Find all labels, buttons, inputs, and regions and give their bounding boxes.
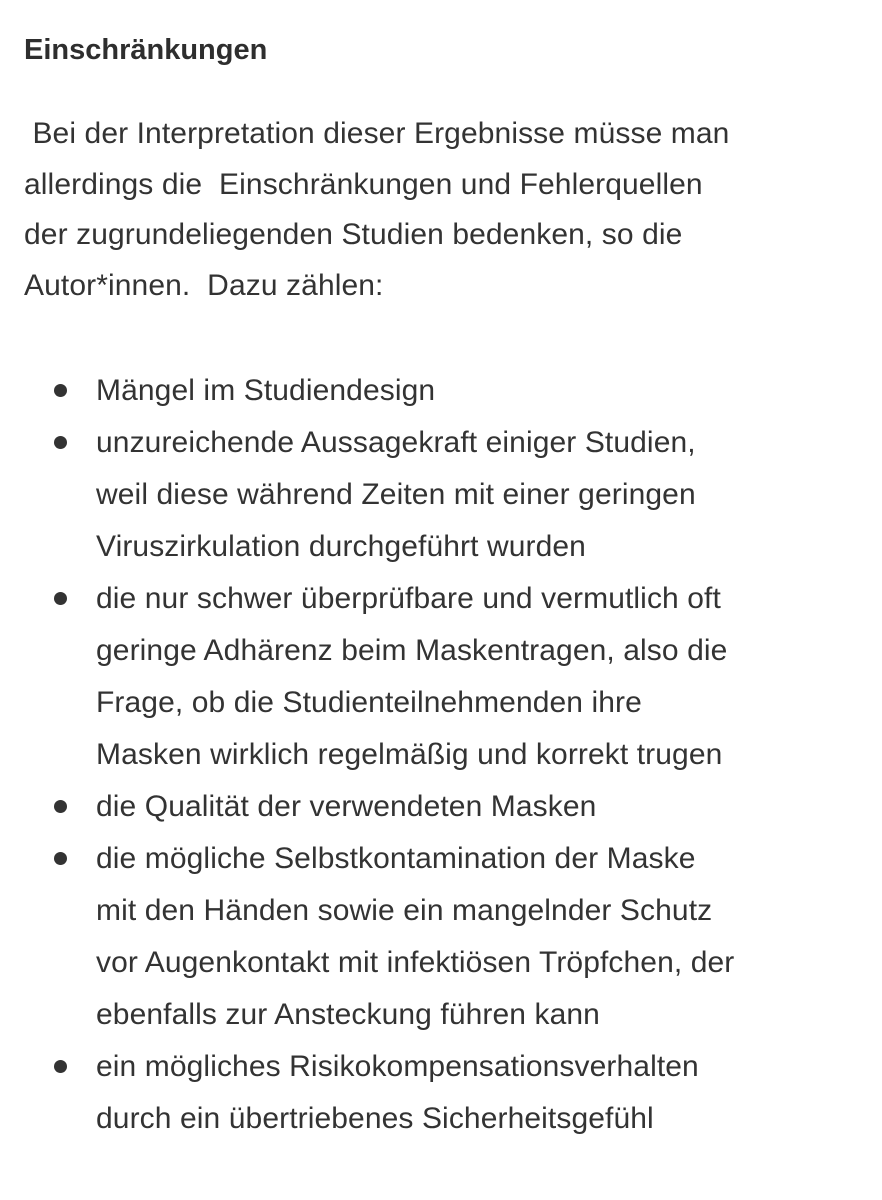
article-section <box>24 28 874 1145</box>
list-item <box>24 833 874 1041</box>
list-item <box>24 573 874 781</box>
list-item-text: ein mögliches Risikokompensationsverhalten durch ein übertriebenes Sicherheitsgefühl <box>96 1050 699 1135</box>
list-item-text: Mängel im Studiendesign <box>96 374 436 407</box>
list-item <box>24 365 874 417</box>
bullet-icon <box>54 592 67 605</box>
bullet-icon <box>54 436 67 449</box>
list-item-text: die nur schwer überprüfbare und vermutlich oft geringe Adhärenz beim Maskentragen, also die Frage, ob die Studienteilnehmenden ihre Masken wirklich regelmäßig und korrekt trugen <box>96 582 728 771</box>
section-heading: Einschränkungen <box>24 34 268 66</box>
list-item-text: die Qualität der verwendeten Masken <box>96 790 597 823</box>
bullet-icon <box>54 1060 67 1073</box>
bullet-icon <box>54 384 67 397</box>
bullet-icon <box>54 800 67 813</box>
list-item-text: die mögliche Selbstkontamination der Maske mit den Händen sowie ein mangelnder Schutz vor Augenkontakt mit infektiösen Tröpfchen, der ebenfalls zur Ansteckung führen kann <box>96 842 735 1031</box>
list-item-text: unzureichende Aussagekraft einiger Studien, weil diese während Zeiten mit einer geringen Viruszirkulation durchgeführt wurden <box>96 426 696 563</box>
bullet-icon <box>54 852 67 865</box>
list-item <box>24 1041 874 1145</box>
list-item <box>24 417 874 573</box>
list-item <box>24 781 874 833</box>
limitations-list <box>24 365 874 1145</box>
intro-paragraph: Bei der Interpretation dieser Ergebnisse müsse man allerdings die Einschränkungen und Fehlerquellen der zugrundeliegenden Studien bedenken, so die Autor*innen. Dazu zählen: <box>24 117 730 302</box>
